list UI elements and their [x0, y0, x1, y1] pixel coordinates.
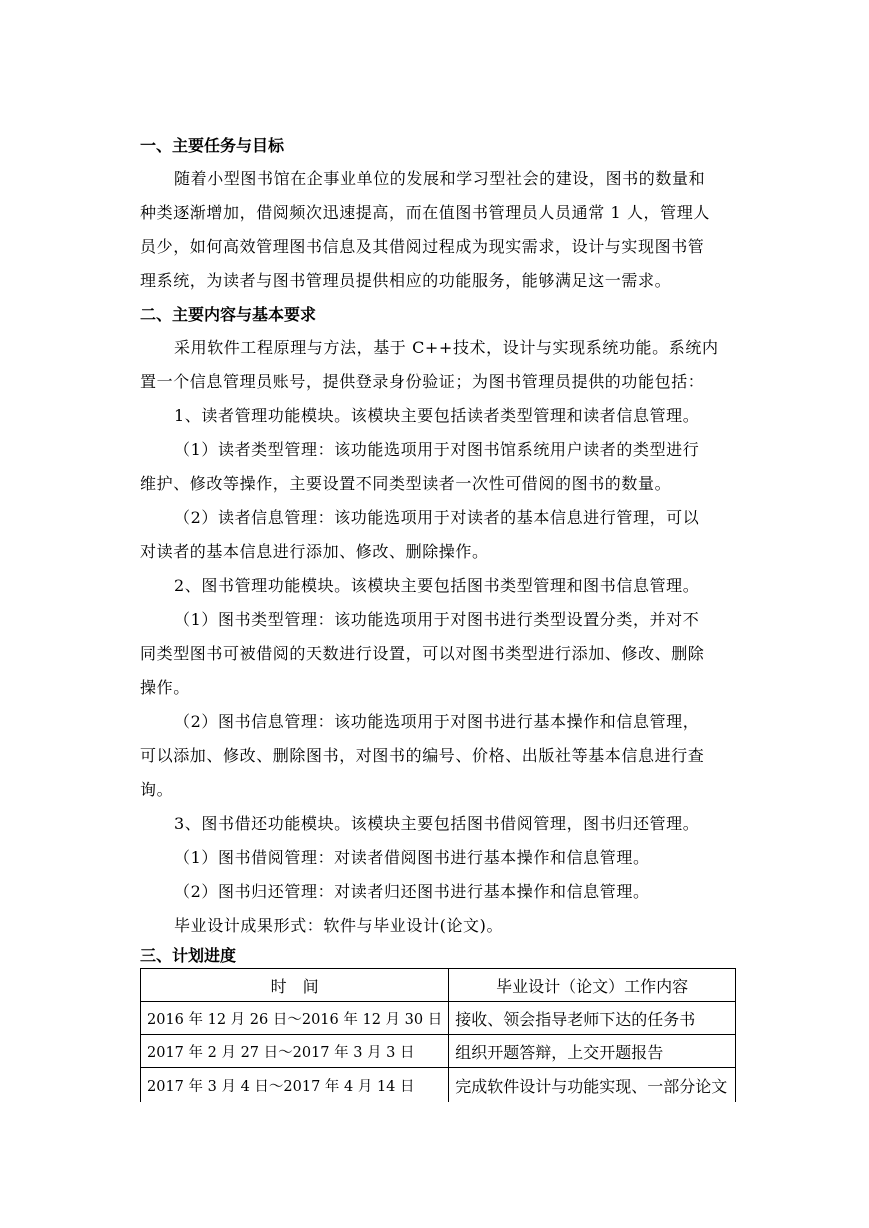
cell-time: 2017 年 2 月 27 日～2017 年 3 月 3 日	[141, 1035, 449, 1068]
paragraph-line: 可以添加、修改、删除图书，对图书的编号、价格、出版社等基本信息进行查	[140, 746, 705, 765]
column-header-content: 毕业设计（论文）工作内容	[449, 969, 736, 1002]
paragraph-line: 2、图书管理功能模块。该模块主要包括图书类型管理和图书信息管理。	[174, 576, 700, 595]
schedule-table	[140, 968, 736, 1102]
paragraph-line: 同类型图书可被借阅的天数进行设置，可以对图书类型进行添加、修改、删除	[140, 644, 705, 663]
paragraph-line: 员少，如何高效管理图书信息及其借阅过程成为现实需求，设计与实现图书管	[140, 237, 705, 256]
paragraph-line: 采用软件工程原理与方法，基于 C++技术，设计与实现系统功能。系统内	[174, 338, 719, 357]
paragraph-line: 维护、修改等操作，主要设置不同类型读者一次性可借阅的图书的数量。	[140, 474, 672, 493]
paragraph-line: 毕业设计成果形式：软件与毕业设计(论文)。	[174, 916, 504, 935]
paragraph-line: 种类逐渐增加，借阅频次迅速提高，而在值图书管理员人员通常 1 人，管理人	[140, 203, 710, 222]
paragraph-line: 随着小型图书馆在企事业单位的发展和学习型社会的建设，图书的数量和	[174, 169, 706, 188]
section-heading-content: 二、主要内容与基本要求	[140, 305, 317, 324]
table-header-row	[141, 969, 736, 1002]
table-row	[141, 1068, 736, 1103]
table-row	[141, 1035, 736, 1068]
paragraph-line: （2）读者信息管理：该功能选项用于对读者的基本信息进行管理，可以	[174, 508, 700, 527]
paragraph-line: 理系统，为读者与图书管理员提供相应的功能服务，能够满足这一需求。	[140, 271, 672, 290]
section-heading-schedule: 三、计划进度	[140, 946, 237, 965]
paragraph-line: 操作。	[140, 678, 190, 697]
cell-time: 2016 年 12 月 26 日～2016 年 12 月 30 日	[141, 1002, 449, 1035]
paragraph-line: （1）图书借阅管理：对读者借阅图书进行基本操作和信息管理。	[174, 848, 650, 867]
paragraph-line: （1）读者类型管理：该功能选项用于对图书馆系统用户读者的类型进行	[174, 440, 700, 459]
cell-content: 组织开题答辩，上交开题报告	[449, 1035, 736, 1068]
paragraph-line: 3、图书借还功能模块。该模块主要包括图书借阅管理，图书归还管理。	[174, 814, 700, 833]
paragraph-line: 对读者的基本信息进行添加、修改、删除操作。	[140, 542, 489, 561]
cell-content: 完成软件设计与功能实现、一部分论文	[449, 1068, 736, 1103]
cell-time: 2017 年 3 月 4 日～2017 年 4 月 14 日	[141, 1068, 449, 1103]
paragraph-line: 1、读者管理功能模块。该模块主要包括读者类型管理和读者信息管理。	[174, 406, 700, 425]
paragraph-line: （2）图书信息管理：该功能选项用于对图书进行基本操作和信息管理，	[174, 712, 700, 731]
paragraph-line: 置一个信息管理员账号，提供登录身份验证；为图书管理员提供的功能包括：	[140, 372, 705, 391]
paragraph-line: 询。	[140, 780, 174, 799]
table-row	[141, 1002, 736, 1035]
section-heading-tasks: 一、主要任务与目标	[140, 136, 285, 155]
paragraph-line: （1）图书类型管理：该功能选项用于对图书进行类型设置分类，并对不	[174, 610, 700, 629]
column-header-time: 时 间	[141, 969, 449, 1002]
paragraph-line: （2）图书归还管理：对读者归还图书进行基本操作和信息管理。	[174, 882, 650, 901]
cell-content: 接收、领会指导老师下达的任务书	[449, 1002, 736, 1035]
